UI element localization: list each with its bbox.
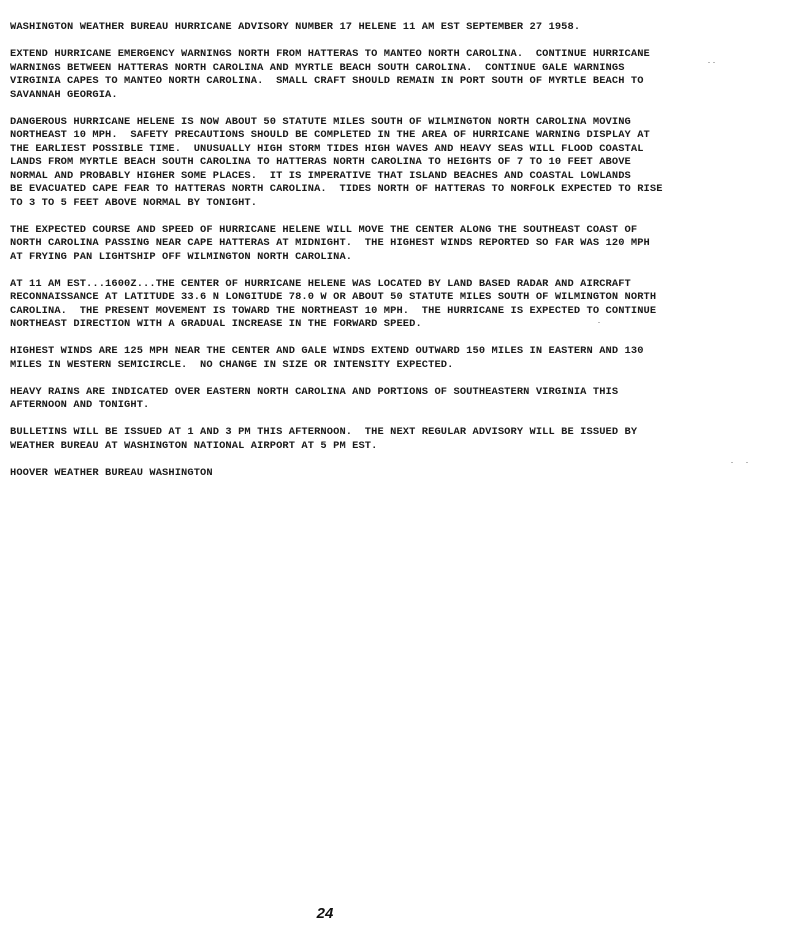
text-line: WEATHER BUREAU AT WASHINGTON NATIONAL AIRPORT AT 5 PM EST. (10, 439, 378, 452)
text-line: HEAVY RAINS ARE INDICATED OVER EASTERN NORTH CAROLINA AND PORTIONS OF SOUTHEASTERN VIRGINIA THIS (10, 385, 619, 398)
header-line: WASHINGTON WEATHER BUREAU HURRICANE ADVISORY NUMBER 17 HELENE 11 AM EST SEPTEMBER 27 1958. (10, 21, 581, 33)
advisory-text (10, 21, 710, 494)
scan-speck (731, 462, 733, 463)
page-number: 24 (316, 905, 334, 922)
paragraph-rains (10, 386, 710, 413)
text-line: AFTERNOON AND TONIGHT. (10, 399, 150, 411)
signature (10, 467, 710, 481)
paragraph-expected-course (10, 224, 710, 265)
scan-speck (746, 462, 748, 463)
text-line: TO 3 TO 5 FEET ABOVE NORMAL BY TONIGHT. (10, 196, 258, 209)
paragraph-position (10, 278, 710, 332)
text-line: BE EVACUATED CAPE FEAR TO HATTERAS NORTH CAROLINA. TIDES NORTH OF HATTERAS TO NORFOLK EXPECTED TO RISE (10, 183, 663, 195)
scan-speck (598, 322, 600, 323)
signature-line: HOOVER WEATHER BUREAU WASHINGTON (10, 466, 213, 479)
text-line: CAROLINA. THE PRESENT MOVEMENT IS TOWARD THE NORTHEAST 10 MPH. THE HURRICANE IS EXPECTED TO CONTINUE (10, 304, 657, 317)
text-line: AT FRYING PAN LIGHTSHIP OFF WILMINGTON NORTH CAROLINA. (10, 250, 353, 263)
advisory-header (10, 21, 710, 35)
text-line: SAVANNAH GEORGIA. (10, 88, 118, 101)
text-line: NORTHEAST 10 MPH. SAFETY PRECAUTIONS SHOULD BE COMPLETED IN THE AREA OF HURRICANE WARNING DISPLAY AT (10, 129, 650, 141)
scan-speck (713, 62, 715, 63)
scan-speck (708, 62, 710, 63)
text-line: NORMAL AND PROBABLY HIGHER SOME PLACES. IT IS IMPERATIVE THAT ISLAND BEACHES AND COASTAL LOWLANDS (10, 169, 631, 182)
text-line: DANGEROUS HURRICANE HELENE IS NOW ABOUT 50 STATUTE MILES SOUTH OF WILMINGTON NORTH CAROLINA MOVING (10, 115, 631, 128)
text-line: LANDS FROM MYRTLE BEACH SOUTH CAROLINA TO HATTERAS NORTH CAROLINA TO HEIGHTS OF 7 TO 10 FEET ABOVE (10, 156, 631, 168)
text-line: MILES IN WESTERN SEMICIRCLE. NO CHANGE IN SIZE OR INTENSITY EXPECTED. (10, 358, 454, 371)
text-line: HIGHEST WINDS ARE 125 MPH NEAR THE CENTER AND GALE WINDS EXTEND OUTWARD 150 MILES IN EASTERN AND 130 (10, 345, 644, 357)
text-line: THE EARLIEST POSSIBLE TIME. UNUSUALLY HIGH STORM TIDES HIGH WAVES AND HEAVY SEAS WILL FLOOD COASTAL (10, 142, 644, 155)
paragraph-winds (10, 345, 710, 372)
text-line: VIRGINIA CAPES TO MANTEO NORTH CAROLINA. SMALL CRAFT SHOULD REMAIN IN PORT SOUTH OF MYRTLE BEACH TO (10, 75, 644, 87)
paragraph-warnings (10, 48, 710, 102)
text-line: NORTH CAROLINA PASSING NEAR CAPE HATTERAS AT MIDNIGHT. THE HIGHEST WINDS REPORTED SO FAR WAS 120 MPH (10, 237, 650, 249)
text-line: RECONNAISSANCE AT LATITUDE 33.6 N LONGITUDE 78.0 W OR ABOUT 50 STATUTE MILES SOUTH OF WILMINGTON NORTH (10, 291, 657, 303)
text-line: NORTHEAST DIRECTION WITH A GRADUAL INCREASE IN THE FORWARD SPEED. (10, 318, 422, 330)
text-line: THE EXPECTED COURSE AND SPEED OF HURRICANE HELENE WILL MOVE THE CENTER ALONG THE SOUTHEAST COAST OF (10, 223, 638, 236)
paragraph-bulletins (10, 426, 710, 453)
text-line: AT 11 AM EST...1600Z...THE CENTER OF HURRICANE HELENE WAS LOCATED BY LAND BASED RADAR AND AIRCRAFT (10, 277, 631, 290)
text-line: WARNINGS BETWEEN HATTERAS NORTH CAROLINA AND MYRTLE BEACH SOUTH CAROLINA. CONTINUE GALE WARNINGS (10, 61, 625, 74)
text-line: EXTEND HURRICANE EMERGENCY WARNINGS NORTH FROM HATTERAS TO MANTEO NORTH CAROLINA. CONTINUE HURRICANE (10, 48, 650, 60)
text-line: BULLETINS WILL BE ISSUED AT 1 AND 3 PM THIS AFTERNOON. THE NEXT REGULAR ADVISORY WILL BE ISSUED BY (10, 426, 638, 438)
paragraph-danger (10, 116, 710, 211)
